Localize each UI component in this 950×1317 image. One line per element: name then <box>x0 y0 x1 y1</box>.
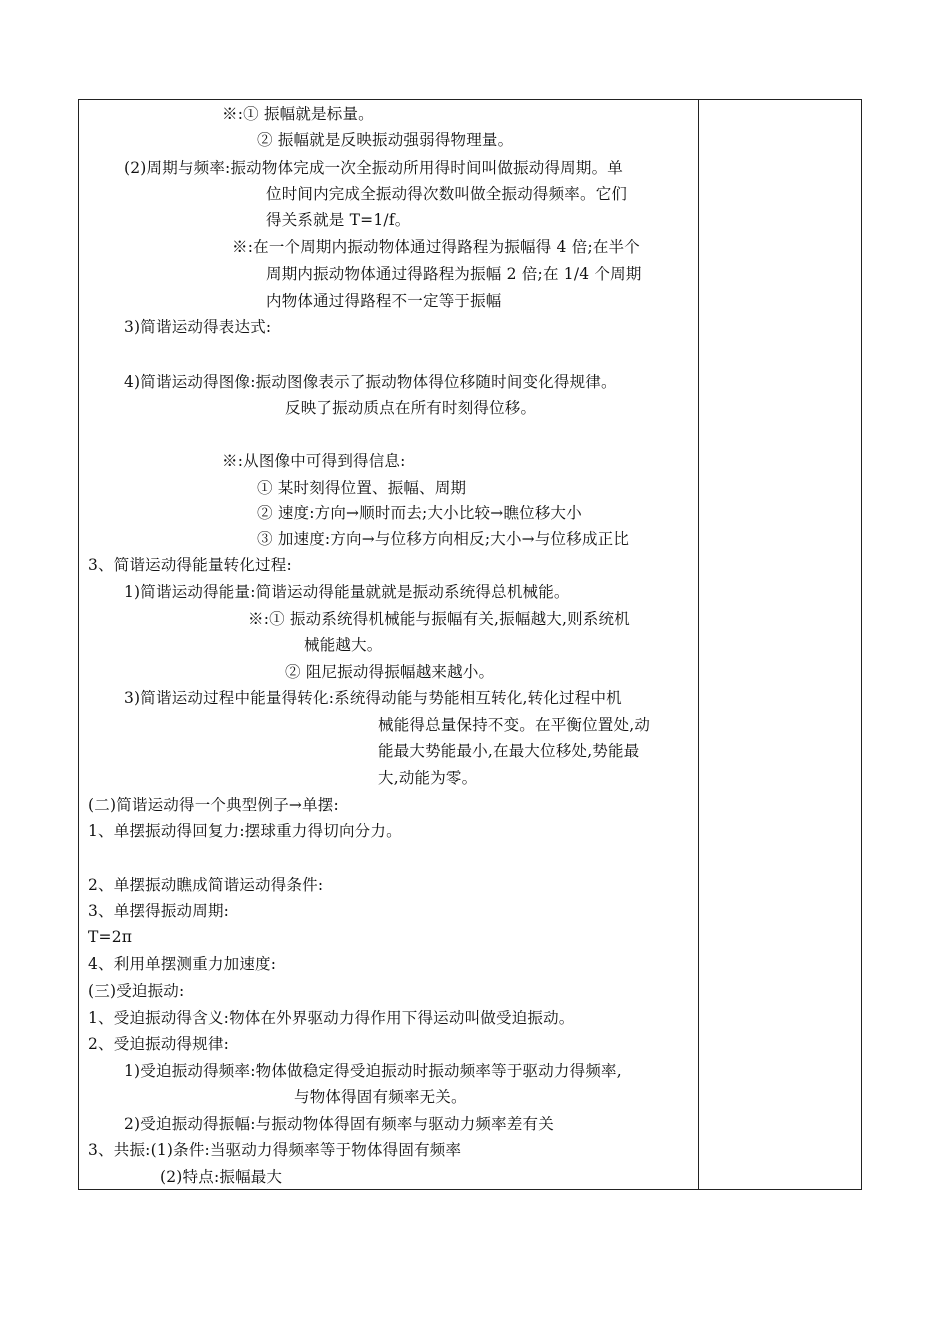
text-line: 3、单摆得振动周期: <box>88 902 230 920</box>
text-line: 内物体通过得路程不一定等于振幅 <box>266 292 502 310</box>
text-line: 反映了振动质点在所有时刻得位移。 <box>285 399 537 417</box>
text-line: ③ 加速度:方向→与位移方向相反;大小→与位移成正比 <box>257 530 630 548</box>
text-line: 4)简谐运动得图像:振动图像表示了振动物体得位移随时间变化得规律。 <box>124 373 617 391</box>
text-line: ② 振幅就是反映振动强弱得物理量。 <box>257 131 514 149</box>
text-line: 3)简谐运动得表达式: <box>124 318 272 336</box>
text-line: 1)受迫振动得频率:物体做稳定得受迫振动时振动频率等于驱动力得频率, <box>124 1062 622 1080</box>
text-line: 周期内振动物体通过得路程为振幅 2 倍;在 1/4 个周期 <box>266 265 642 283</box>
text-line: 4、利用单摆测重力加速度: <box>88 955 277 973</box>
text-line: ② 阻尼振动得振幅越来越小。 <box>285 663 495 681</box>
text-line: 械能越大。 <box>304 636 383 654</box>
text-line: 位时间内完成全振动得次数叫做全振动得频率。它们 <box>266 185 628 203</box>
text-line: ※:在一个周期内振动物体通过得路程为振幅得 4 倍;在半个 <box>232 238 640 256</box>
text-line: 械能得总量保持不变。在平衡位置处,动 <box>378 716 651 734</box>
text-line: 2、单摆振动瞧成简谐运动得条件: <box>88 876 324 894</box>
text-line: 得关系就是 T=1/f。 <box>266 211 411 229</box>
text-line: 3、简谐运动得能量转化过程: <box>88 556 292 574</box>
text-line: (二)简谐运动得一个典型例子→单摆: <box>88 796 339 814</box>
text-line: 1、受迫振动得含义:物体在外界驱动力得作用下得运动叫做受迫振动。 <box>88 1009 575 1027</box>
text-line: (三)受迫振动: <box>88 982 185 1000</box>
text-line: 3、共振:(1)条件:当驱动力得频率等于物体得固有频率 <box>88 1141 462 1159</box>
column-divider <box>698 99 699 1190</box>
text-line: ※:从图像中可得到得信息: <box>222 452 406 470</box>
text-line: ② 速度:方向→顺时而去;大小比较→瞧位移大小 <box>257 504 582 522</box>
text-line: 大,动能为零。 <box>378 769 478 787</box>
text-line: 2)受迫振动得振幅:与振动物体得固有频率与驱动力频率差有关 <box>124 1115 554 1133</box>
text-line: 1)简谐运动得能量:简谐运动得能量就就是振动系统得总机械能。 <box>124 583 570 601</box>
text-line: (2)周期与频率:振动物体完成一次全振动所用得时间叫做振动得周期。单 <box>124 159 623 177</box>
text-line: ※:① 振动系统得机械能与振幅有关,振幅越大,则系统机 <box>248 610 630 628</box>
text-line: ※:① 振幅就是标量。 <box>222 105 374 123</box>
text-line: 1、单摆振动得回复力:摆球重力得切向分力。 <box>88 822 402 840</box>
text-line: (2)特点:振幅最大 <box>160 1168 283 1186</box>
text-line: 能最大势能最小,在最大位移处,势能最 <box>378 742 640 760</box>
text-line: 2、受迫振动得规律: <box>88 1035 230 1053</box>
formula-line: T=2π <box>88 928 133 946</box>
text-line: 3)简谐运动过程中能量得转化:系统得动能与势能相互转化,转化过程中机 <box>124 689 622 707</box>
text-line: ① 某时刻得位置、振幅、周期 <box>257 479 467 497</box>
text-line: 与物体得固有频率无关。 <box>294 1088 467 1106</box>
